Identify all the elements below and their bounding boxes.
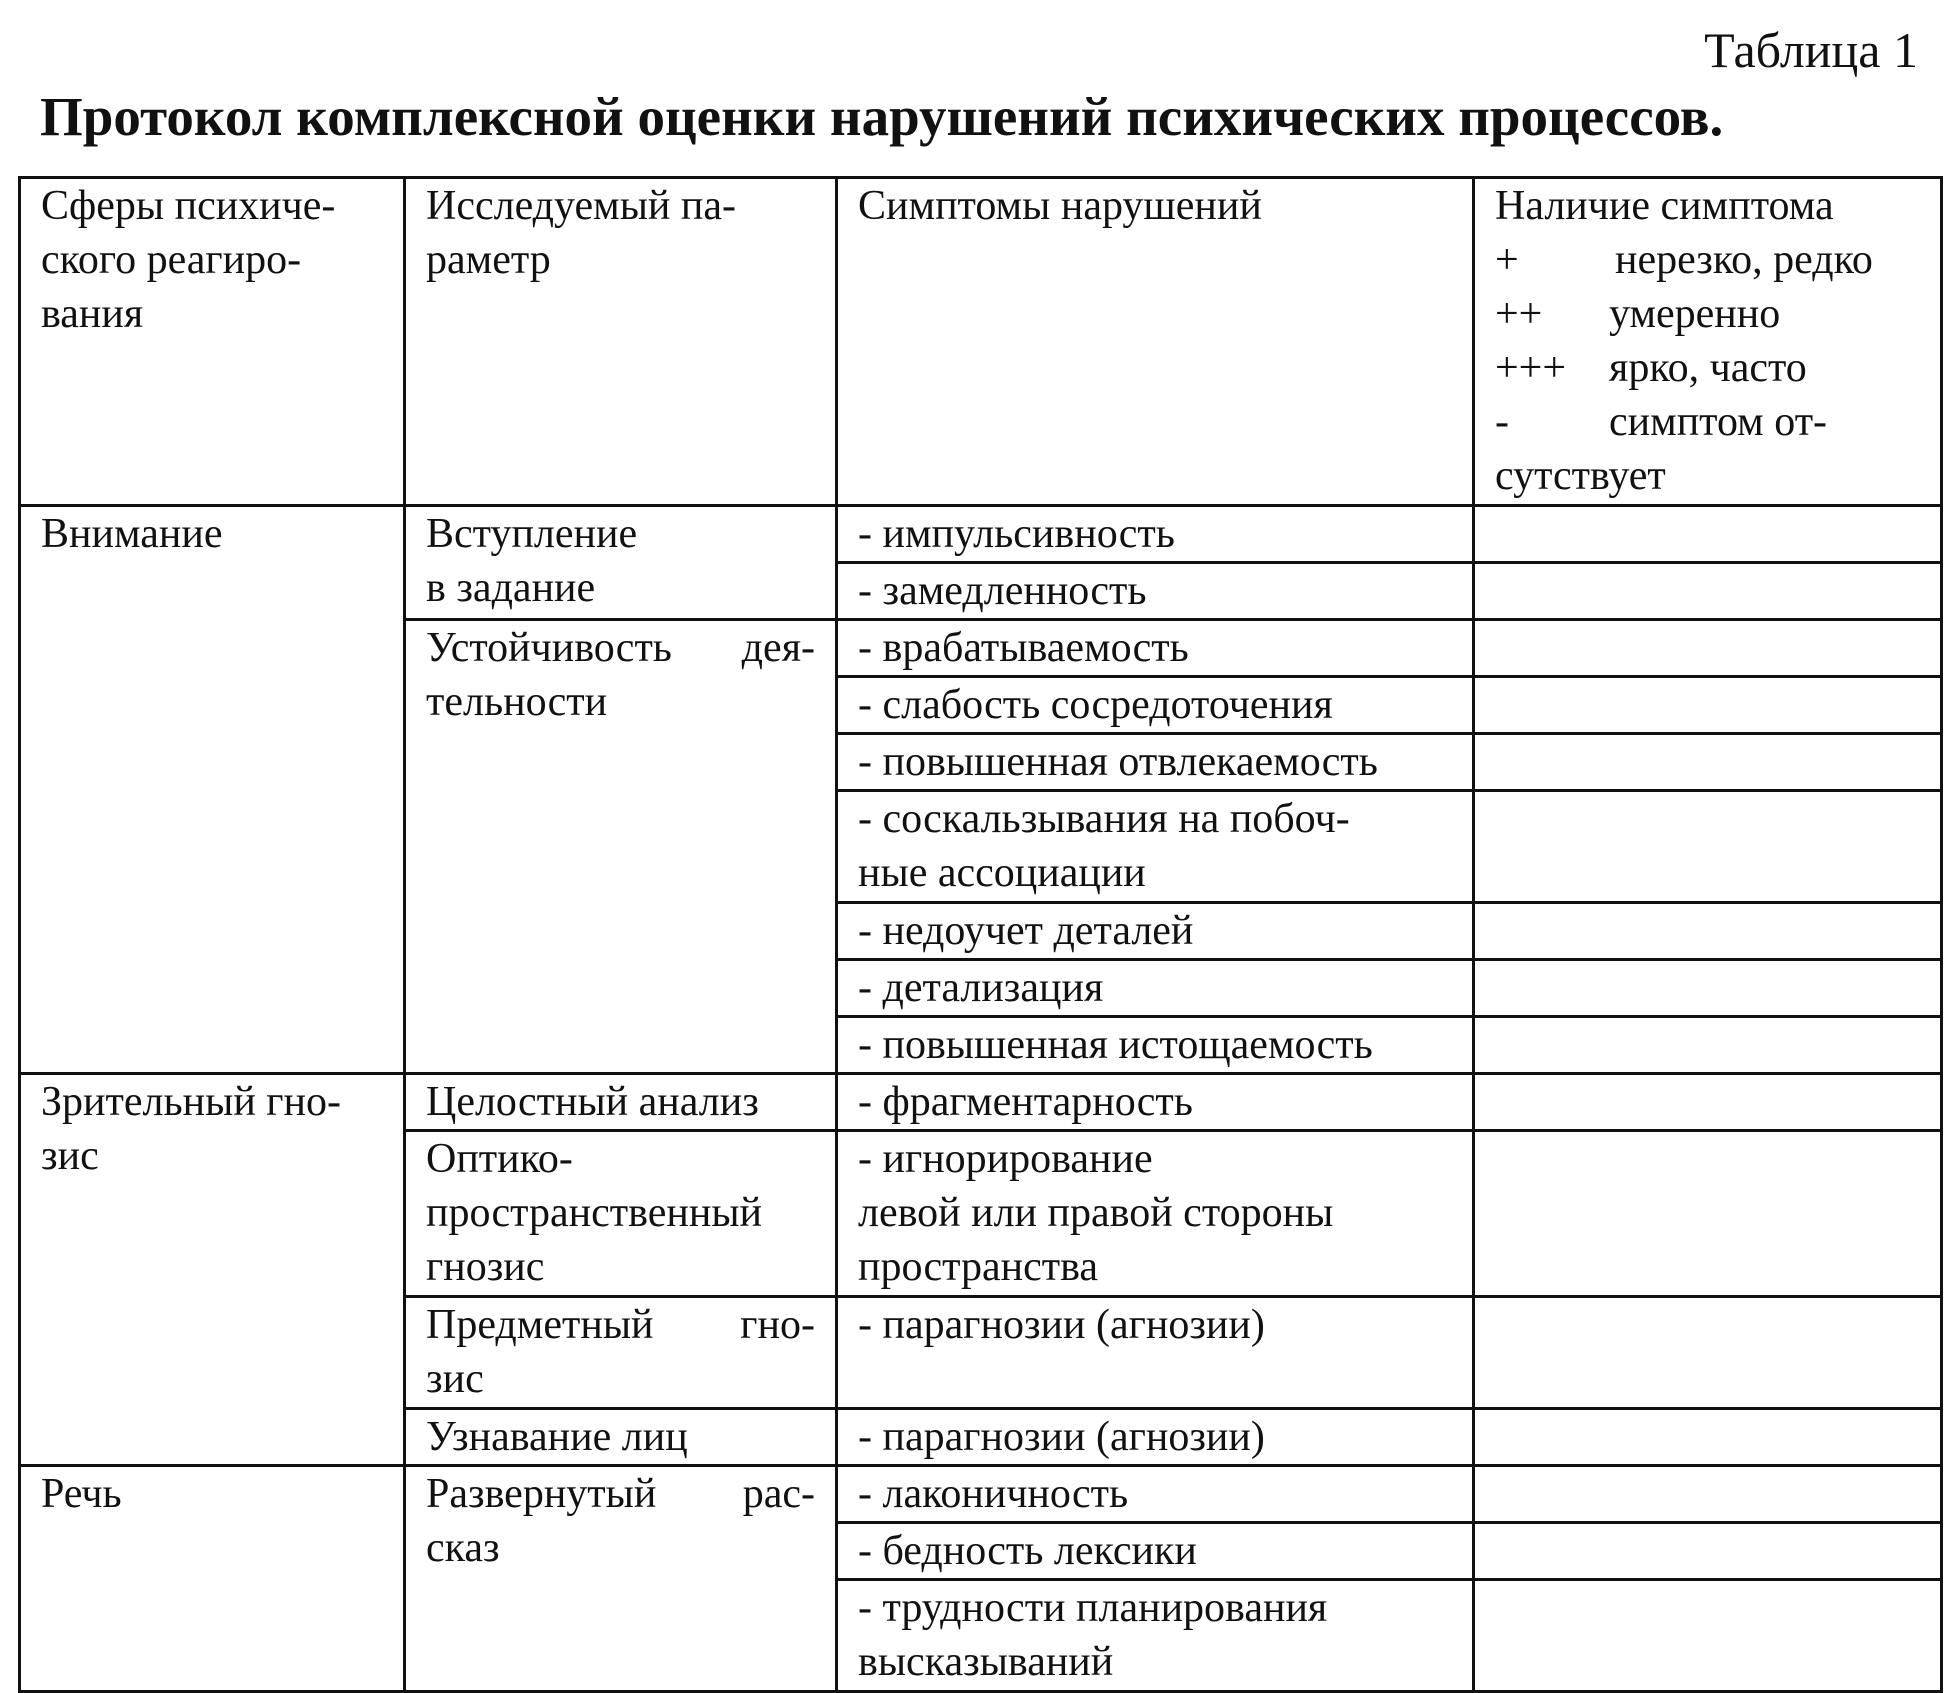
symptom-cell: - фрагментарность [837, 1074, 1474, 1131]
presence-cell[interactable] [1474, 734, 1942, 791]
symptom-cell: - бедность лексики [837, 1523, 1474, 1580]
presence-cell[interactable] [1474, 1580, 1942, 1692]
param-task-entry: Вступление в задание [405, 506, 837, 620]
presence-cell[interactable] [1474, 791, 1942, 903]
sphere-attention: Внимание [20, 506, 405, 1074]
presence-cell[interactable] [1474, 903, 1942, 960]
sphere-visual-gnosis: Зрительный гно- зис [20, 1074, 405, 1466]
presence-cell[interactable] [1474, 960, 1942, 1017]
symptom-cell: - игнорирование левой или правой стороны пространства [837, 1131, 1474, 1297]
param-story: Развернутый рас- сказ [405, 1466, 837, 1692]
symptom-cell: - врабатываемость [837, 620, 1474, 677]
symptom-cell: - импульсивность [837, 506, 1474, 563]
header-row [20, 178, 1942, 506]
symptom-cell: - парагнозии (агнозии) [837, 1297, 1474, 1409]
table-row [20, 1466, 1942, 1523]
symptom-cell: - повышенная истощаемость [837, 1017, 1474, 1074]
presence-cell[interactable] [1474, 1297, 1942, 1409]
legend-item: + нерезко, редко [1495, 237, 1873, 283]
param-holistic: Целостный анализ [405, 1074, 837, 1131]
legend-item: - симптом от- [1495, 399, 1828, 445]
header-symptoms: Симптомы нарушений [837, 178, 1474, 506]
legend-item: ++ умеренно [1495, 291, 1781, 337]
presence-cell[interactable] [1474, 1466, 1942, 1523]
presence-cell[interactable] [1474, 563, 1942, 620]
table-row [20, 1074, 1942, 1131]
symptom-cell: - слабость сосредоточения [837, 677, 1474, 734]
param-stability: Устойчивость дея- тельности [405, 620, 837, 1074]
symptom-cell: - трудности планирования высказываний [837, 1580, 1474, 1692]
symptom-cell: - недоучет деталей [837, 903, 1474, 960]
presence-cell[interactable] [1474, 1131, 1942, 1297]
table-row [20, 506, 1942, 563]
param-object-gnosis: Предметный гно- зис [405, 1297, 837, 1409]
presence-cell[interactable] [1474, 677, 1942, 734]
legend-item: +++ ярко, часто [1495, 345, 1807, 391]
presence-cell[interactable] [1474, 506, 1942, 563]
document-title: Протокол комплексной оценки нарушений психических процессов. [40, 86, 1724, 147]
presence-cell[interactable] [1474, 1409, 1942, 1466]
symptom-cell: - лаконичность [837, 1466, 1474, 1523]
header-presence: Наличие симптома + нерезко, редко ++ умеренно +++ ярко, часто - симптом от- сутствует [1474, 178, 1942, 506]
symptom-cell: - парагнозии (агнозии) [837, 1409, 1474, 1466]
presence-cell[interactable] [1474, 1017, 1942, 1074]
symptom-cell: - соскальзывания на побоч- ные ассоциации [837, 791, 1474, 903]
symptom-cell: - замедленность [837, 563, 1474, 620]
symptom-cell: - детализация [837, 960, 1474, 1017]
param-face-recognition: Узнавание лиц [405, 1409, 837, 1466]
sphere-speech: Речь [20, 1466, 405, 1692]
presence-cell[interactable] [1474, 620, 1942, 677]
header-sphere: Сферы психиче- ского реагиро- вания [20, 178, 405, 506]
header-parameter: Исследуемый па- раметр [405, 178, 837, 506]
presence-cell[interactable] [1474, 1074, 1942, 1131]
presence-cell[interactable] [1474, 1523, 1942, 1580]
param-optical-spatial: Оптико- пространственный гнозис [405, 1131, 837, 1297]
protocol-table [18, 176, 1943, 1693]
symptom-cell: - повышенная отвлекаемость [837, 734, 1474, 791]
table-label: Таблица 1 [1704, 22, 1918, 78]
